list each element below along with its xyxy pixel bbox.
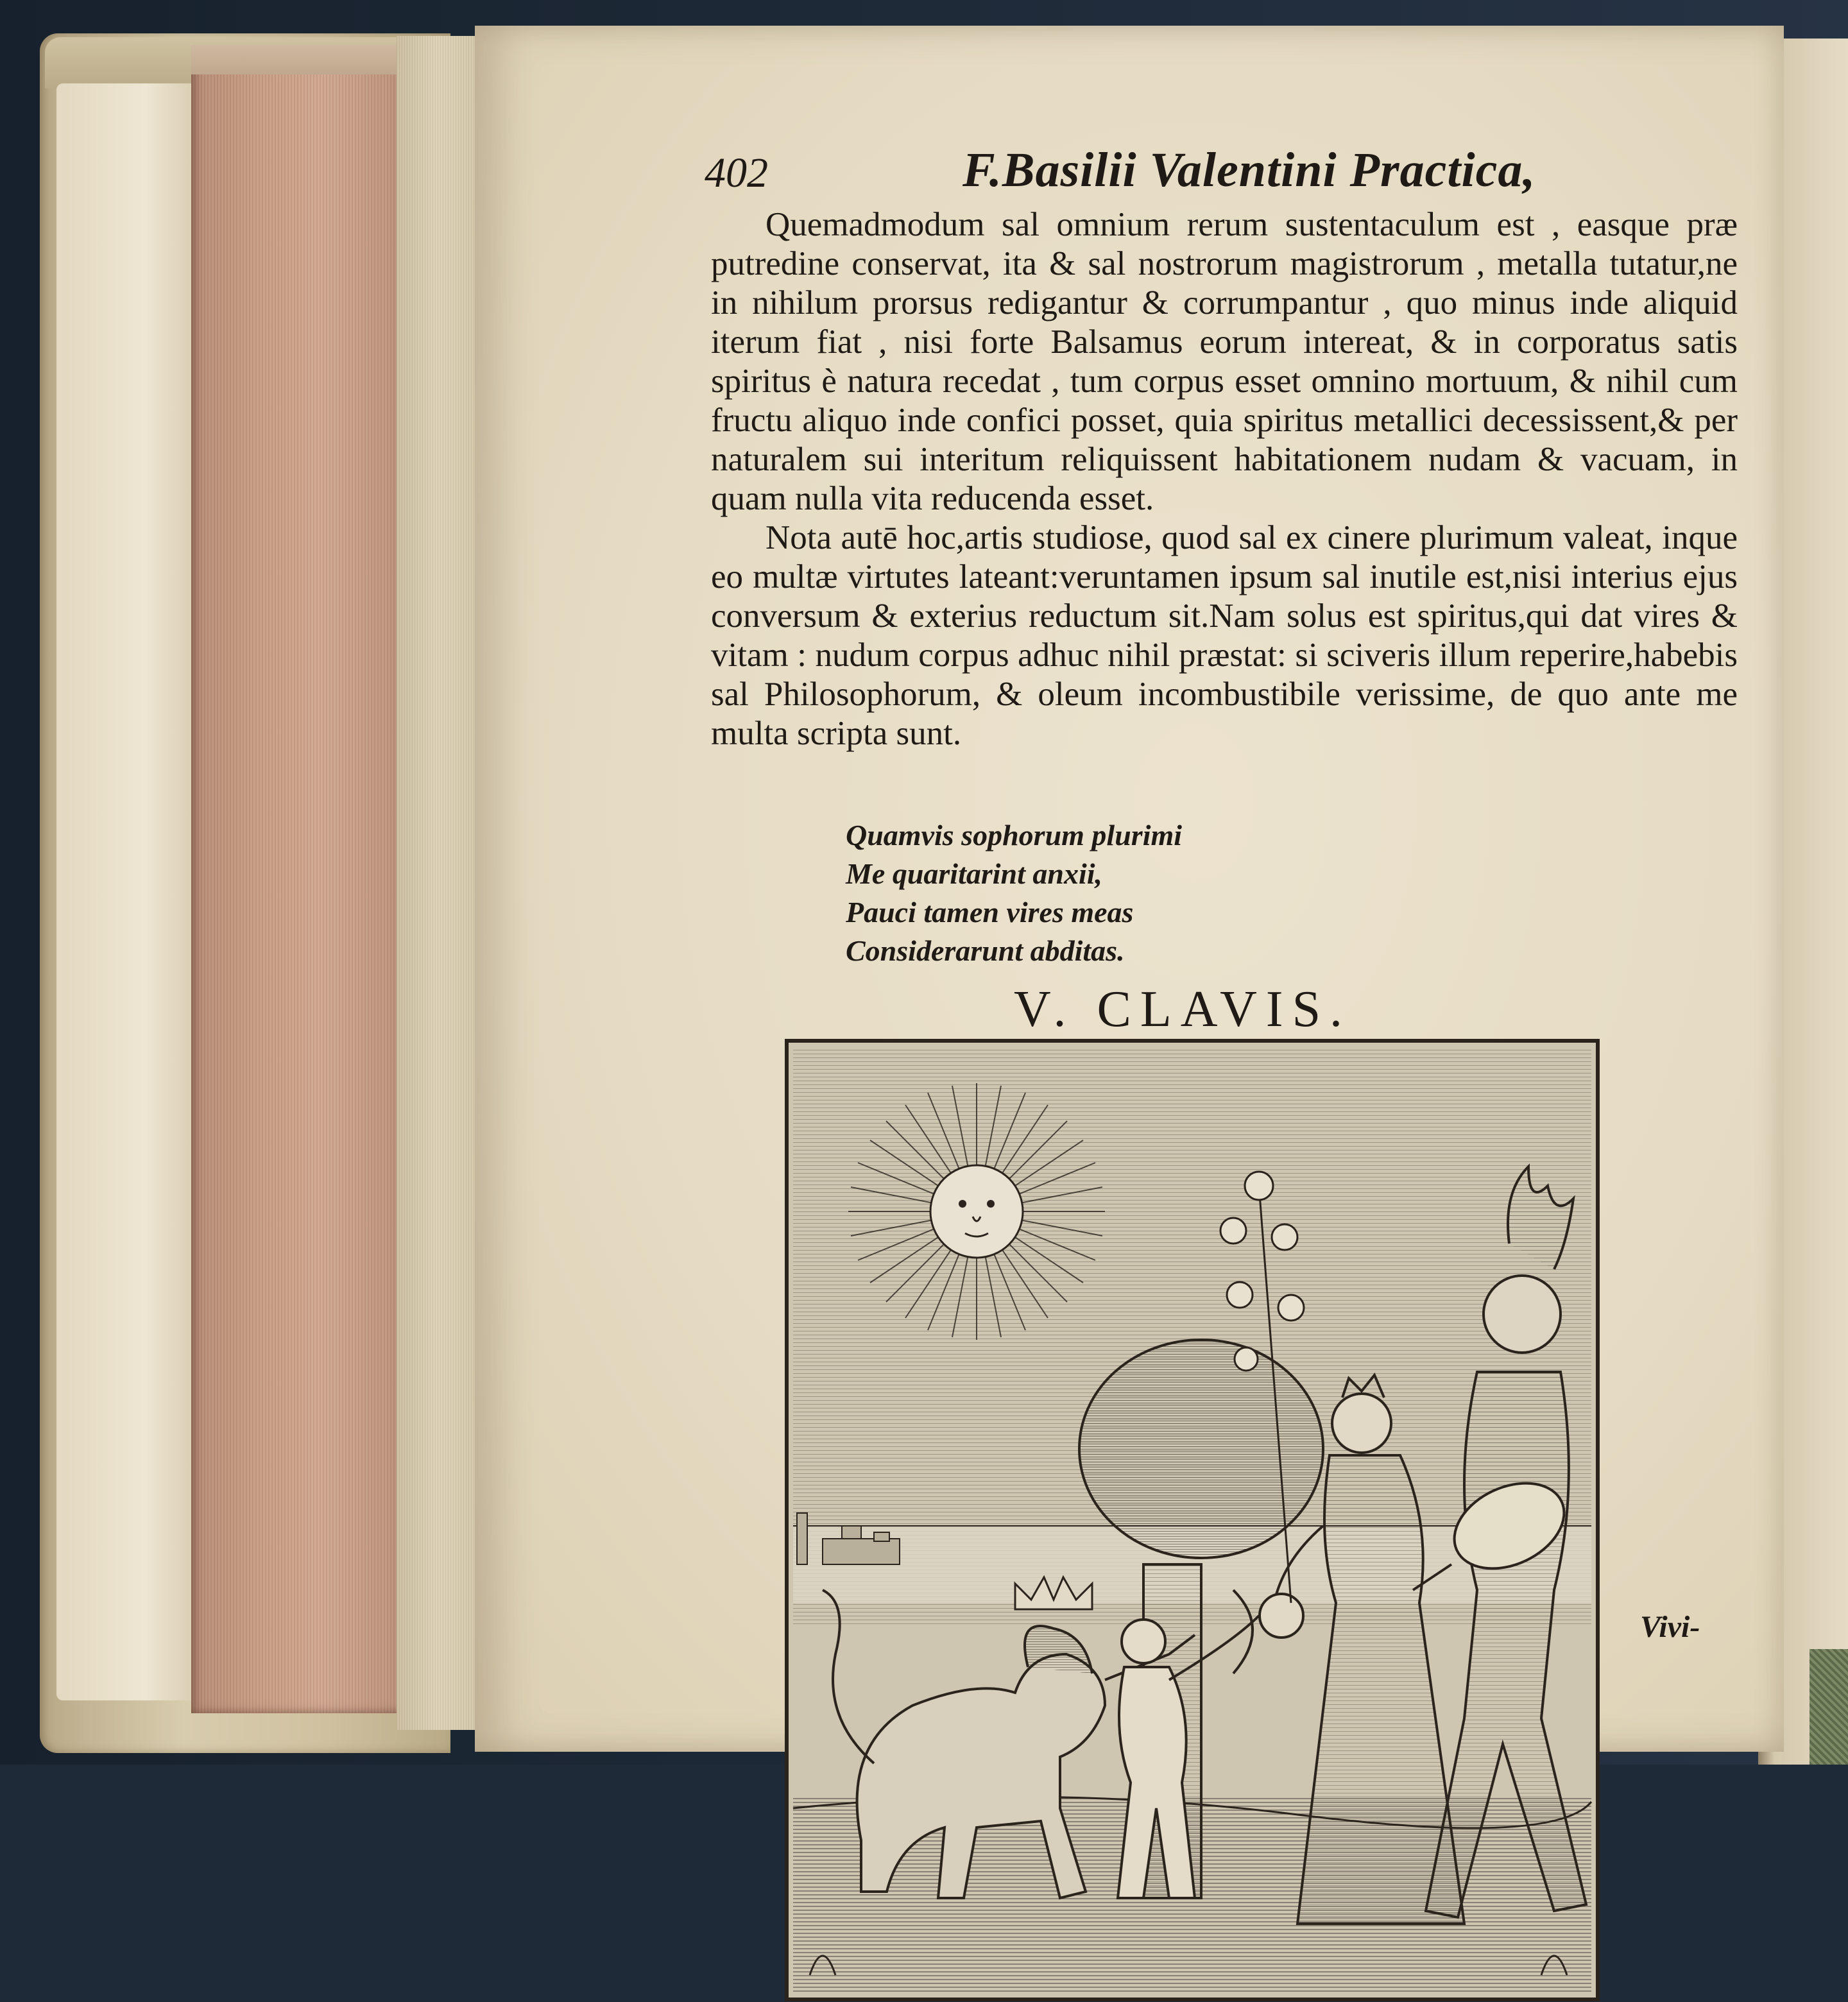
verse-line-3: Pauci tamen vires meas <box>846 896 1134 928</box>
running-title: F.Basilii Valentini Practica, <box>963 143 1536 197</box>
page-edges-red <box>191 45 409 1713</box>
page-stack <box>397 36 480 1730</box>
catchword: Vivi- <box>1640 1610 1700 1644</box>
section-heading: V. CLAVIS. <box>1014 981 1352 1038</box>
sun-icon <box>848 1083 1105 1340</box>
body-text <box>711 205 1738 753</box>
verse-line-2: Me quaritarint anxii, <box>846 857 1103 890</box>
verse-line-1: Quamvis sophorum plurimi <box>846 819 1183 851</box>
verse-line-4: Considerarunt abditas. <box>846 934 1125 967</box>
page-number: 402 <box>705 150 768 196</box>
verse <box>846 816 1182 970</box>
page-edges-top <box>191 45 409 74</box>
cover-inner-board <box>56 83 204 1700</box>
paragraph-2: Nota autē hoc,artis studiose, quod sal ex cinere plurimum valeat, inque eo multæ virtutes lateant:veruntamen ipsum sal inutile est,nisi interius ejus conversum & exterius reductum sit.Nam solus est spiritus,qui dat vires & vitam : nudum corpus adhuc nihil præstat: si sciveris illum reperire,habebis sal Philosophorum, & oleum incombustibile verissime, de quo ante me multa scripta sunt. <box>711 519 1738 752</box>
cosmic-egg <box>1079 1340 1323 1558</box>
paragraph-1: Quemadmodum sal omnium rerum sustentaculum est , easque præ putredine conservat, ita & sal nostrorum magistrorum , metalla tutatur,ne in nihilum prorsus redigantur & corrumpantur , quo minus inde aliquid iterum fiat , nisi forte Balsamus eorum intereat, & in corporatus satis spiritus è natura recedat , tum corpus esset omnino mortuum, & nihil cum fructu aliquo inde confici posset, quia spiritus metallici decessissent,& per naturalem sui interitum reliquissent habitationem nudam & vacuam, in quam nulla vita reducenda esset. <box>711 206 1738 517</box>
engraving-illustration <box>784 1038 1600 2002</box>
green-ribbon <box>1810 1649 1848 1765</box>
